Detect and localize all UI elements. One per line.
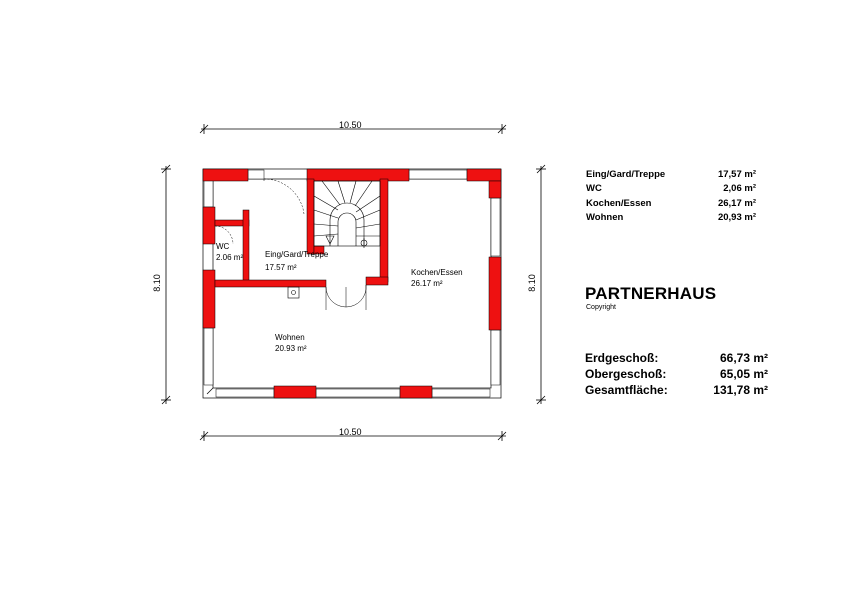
room-label-kochen [411,268,463,288]
plan-title: PARTNERHAUS [585,284,717,303]
totals-value: 65,05 m² [719,367,768,381]
room-area: 26.17 m² [411,279,443,288]
totals-label: Gesamtfläche: [585,383,668,397]
room-area: 17.57 m² [265,263,297,272]
area-value: 2,06 m² [723,183,756,195]
dimension-top-text: 10.50 [339,120,362,130]
room-label-wohnen [275,333,307,353]
wall-left-lower [203,270,215,328]
chimney [288,287,299,298]
wall-wc-right [243,210,249,286]
wall-top-right [467,169,501,181]
room-area: 20.93 m² [275,344,307,353]
wall-top-left [203,169,248,181]
wall-stair-left [307,179,314,254]
wall-interior-right [366,277,388,285]
wall-right-mid [489,257,501,330]
totals-value: 131,78 m² [713,383,768,397]
area-name: WC [586,183,602,195]
staircase [314,181,380,248]
dimension-line-right [536,165,546,404]
room-area: 2.06 m² [216,253,244,262]
wall-stair-right [380,179,388,282]
dimension-right-text: 8.10 [526,274,537,292]
area-row [586,182,756,196]
room-name: Wohnen [275,333,305,342]
room-label-eing [265,250,328,272]
totals-table [585,350,768,398]
dimension-bottom-text: 10.50 [339,427,362,437]
area-row [586,211,756,225]
area-table [586,168,756,225]
room-name: Kochen/Essen [411,268,463,277]
room-label-wc [216,242,243,262]
area-row [586,168,756,182]
room-name: WC [216,242,230,251]
area-value: 20,93 m² [717,211,756,223]
totals-label: Erdgeschoß: [585,351,659,365]
totals-row [585,350,768,366]
plan-subtitle: Copyright [586,304,616,311]
totals-value: 66,73 m² [719,351,768,365]
wall-bottom-b [400,386,432,398]
wall-top-stair [307,169,409,181]
totals-row [585,366,768,382]
wall-left-upper [203,207,215,244]
wall-interior-horizontal [215,280,326,287]
area-name: Kochen/Essen [586,197,652,209]
area-name: Wohnen [586,211,624,223]
area-value: 26,17 m² [717,197,756,209]
totals-label: Obergeschoß: [585,367,667,381]
area-value: 17,57 m² [717,169,756,180]
area-row [586,197,756,211]
dimension-left-text: 8.10 [151,274,162,292]
dimension-line-left [161,165,171,404]
room-name: Eing/Gard/Treppe [265,250,329,259]
corner-mark [207,388,213,394]
area-name: Eing/Gard/Treppe [586,169,666,180]
wall-bottom-a [274,386,316,398]
wall-right-corner [489,181,501,198]
totals-row [585,382,768,398]
